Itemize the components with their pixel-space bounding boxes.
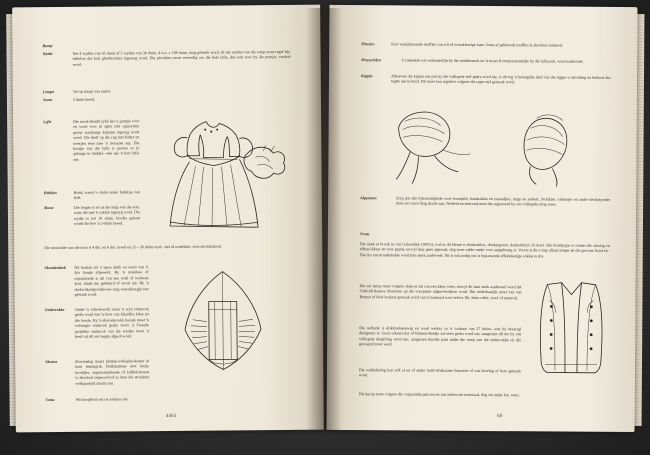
entry-label: Skoene xyxy=(45,358,58,365)
entry-text: 'n Gekneide wit wolmaterlijn by die muskkenrok en 'n siroet Kommel-menteljie by die tallsj-rok, word aanbeveel. xyxy=(401,57,584,64)
entry-lyfie xyxy=(43,118,139,166)
entry-skoene xyxy=(45,358,149,390)
waistcoat-figure xyxy=(531,278,612,377)
left-page xyxy=(12,5,324,433)
noots-para-2 xyxy=(359,283,521,304)
entry-text: Die netbank is drikkmdoenswig en word werkry sa 'n vaaknat van 27 duim—wat hy drearsgl deergesny is. Geen sokasis-das of binnens-bindje sal oeen gedra word nie, aangesien dit nie by ons volkspele dragfiting word nie; aangesien hierdie punt ander die troep van die onderrokke vir die gewaand moet word. xyxy=(359,325,522,347)
right-page xyxy=(327,5,638,432)
entry-text: Die welbehaling kan self al en of ander Suid-Afrikaanse keursent of van hoorlag of bere gemaak word. xyxy=(358,367,521,378)
entry-moue xyxy=(44,204,140,230)
entry-text: Die wit hemp moet volgens slate-sa sin van een kleur wees, terwyl dit baie sterk aanbeveel word dat Suid-Afrikaanse blommee op die voorpante adgee-bordjose word. Die onderbaadjie moet van van Bonnet of blok broksat gemaak word van 'n mannaal soos velvet, filt, leute cufut, wool of satynval. xyxy=(359,283,522,301)
noots-para-5 xyxy=(359,391,559,402)
entry-text: Die nuek sa brook in van Gaboedine (100%), wol in dit kleure is donkerblou, donkergroen, donkerbruin of swart. Die broekpype is sonder die omslag en effens dikaar en voor gepne, terwyl daar geen agtersak, dog twee sakke onder voor aangebreng is. Voorts is die romp aflaan langer en die gewone kraal en . Die dra van kruiderhulde word buis sterk aanbeveel. Dit is ook nodig om 'n bypassende effekkleurige sokkie te dra. xyxy=(359,241,610,259)
entry-soms xyxy=(46,396,150,406)
entry-text: Die kerop moet volgens die voigaandie patroon en van nulees-sei materiaal, dog sin netjie kie, wees. xyxy=(358,391,520,398)
entry-label: Kappie xyxy=(360,73,373,79)
folio-left: 4461 xyxy=(165,413,177,420)
folio-right: 60 xyxy=(496,414,503,420)
entry-mussies xyxy=(361,41,611,52)
entry-text: Sorg dat alle bykomstighede soos boraspild, handsakkie en maandjies, ringe en serkels, Strikkies, sakkerjes en andre tierlantynties dans om moot drag skaals aan. Netheid en eenvoud moet die regrewerd by ons volkspele-drag wees. xyxy=(396,195,611,207)
noots-para-4 xyxy=(359,367,521,383)
entry-text: Die mouwkite aan die mou is 4 dm. en 6 dm. breed en 32—36 duim wyd—net af soutekkte, soos die kulsdook. xyxy=(44,243,223,251)
entry-text: Onder 'n talie-hoevik moet 'n wyn onderrok gedra word met 'n hoot van kleurflin kleur na die borsle. By 'n skoroderrokk borsde moet 'n volsangte onderrok gedra word. 'n Tweede projelike onderrok van die wydste moet 'n bred val dit om lengte afgesit word. xyxy=(74,306,149,339)
entry-label: Moue xyxy=(43,204,54,211)
entry-label: Skouderdoek xyxy=(44,264,67,271)
entry-text: Tot op knopi van enkel. xyxy=(72,88,111,94)
entry-label: Wydte xyxy=(42,51,53,57)
entry-musserlslyn xyxy=(361,57,611,68)
entry-label: Algemeen xyxy=(360,195,377,201)
entry-text: Die lengte is tot as die hulp van die arm, waar die met 'n sakkie ingeryg word. Die wydte is net 18 duim. Boaftu gekant wordt die hoe 'n 2-duim breed. xyxy=(73,204,141,227)
bonnet-side-figure xyxy=(500,110,593,189)
entry-label: Onderrokke xyxy=(44,306,65,313)
noots-para-3 xyxy=(359,325,521,352)
section-noots xyxy=(360,231,420,237)
entry-skouderdoek xyxy=(44,264,148,301)
open-book xyxy=(6,6,644,436)
entry-kappie xyxy=(361,73,611,90)
bonnet-figure xyxy=(372,105,493,188)
entry-text: Die nood-altenth lyfie het 'n puntjie voor en word voor in agter met ogiesrykie gesny waarlangs kantjies ingeryg word word. Die skeif op die rug met halter en treetjies teen mee 'n rietaante sny. Die hoogte van die lyfie is presies so in gelange te middel—ehe nie 'n kort lyfie nie. xyxy=(73,118,140,162)
entry-text: Dit benian sel 3 sgwe dekk en word van 'n fyn kantje afgewerk. By 'n mandoes of cepandoenk is dit van nee widt of waitwen kort, binds nie gekleurd of swart nie. By 'n drekwitkrotgs-lafie-ein mag veerslikorgje toet gebruik word. xyxy=(74,264,149,297)
entry-text: Rond, soasn ¼ duim onder hulskije van hals. xyxy=(73,189,140,201)
entry-label: Musserlslyn xyxy=(361,57,382,63)
entry-text: 3 duim breed. xyxy=(72,96,96,102)
entry-text: Net 4 wydtes van 45 duim of 5 wydtes van 36 duim, d.w.s. ± 180 duim, mag gebruik word. Al die wydtes van die romp moet regaf bly, behalwe die kort gleufstrokies ingeweg word. Die plooitjies moet eweredig oor die hele lyfie, dus ook voor by die pontjie, verdeel word. xyxy=(72,48,291,67)
entry-rompe-heading xyxy=(42,42,166,49)
entry-label: Lengte xyxy=(42,88,55,95)
entry-algemeen xyxy=(360,195,610,212)
entry-label: Soms xyxy=(45,396,55,403)
noots-para-1 xyxy=(360,241,610,263)
entry-label: Mussies xyxy=(361,41,375,47)
entry-text: Wit knophtom en rie sokkies nie. xyxy=(75,396,129,402)
kappie-back-figure xyxy=(162,267,283,378)
entry-label: Halslyn xyxy=(43,189,57,196)
entry-label: Noots xyxy=(359,231,370,237)
entry-halslyn xyxy=(44,189,140,205)
entry-onderrokke xyxy=(45,306,149,343)
entry-label: Soom xyxy=(42,97,53,103)
entry-wydte xyxy=(43,49,291,71)
dress-figure xyxy=(143,109,294,240)
entry-label: Lyfie xyxy=(43,119,52,125)
entry-text: Kort wydaitmaande muffies van wit of roomkleurige kant. Soms af gekleurde muffies is absoluut verkeerd. xyxy=(391,41,563,48)
entry-text: Alhoewel die kappie nie juis by die volkspele self gedra word nie, is dit tog 'n belangrike deel van die siggie w uitruiting en behoort dus tegtte aen te besit. Dit moet nou reguleer volgens die regte styl gemaak word. xyxy=(390,73,612,85)
entry-mouwkante xyxy=(44,243,292,255)
entry-text: Bowenslag maart platluk-volkopbeskoene in hant bekangrik. Balkmuitane mot loelu-broddjes, ongekommdende of kaflinkskoene is absolout ongeoorloof as daar die struisiety volkspartyik dracht aan. xyxy=(75,358,150,386)
section-rompe xyxy=(42,42,166,47)
entry-soom xyxy=(43,95,291,107)
entry-label: Rump xyxy=(42,43,53,49)
